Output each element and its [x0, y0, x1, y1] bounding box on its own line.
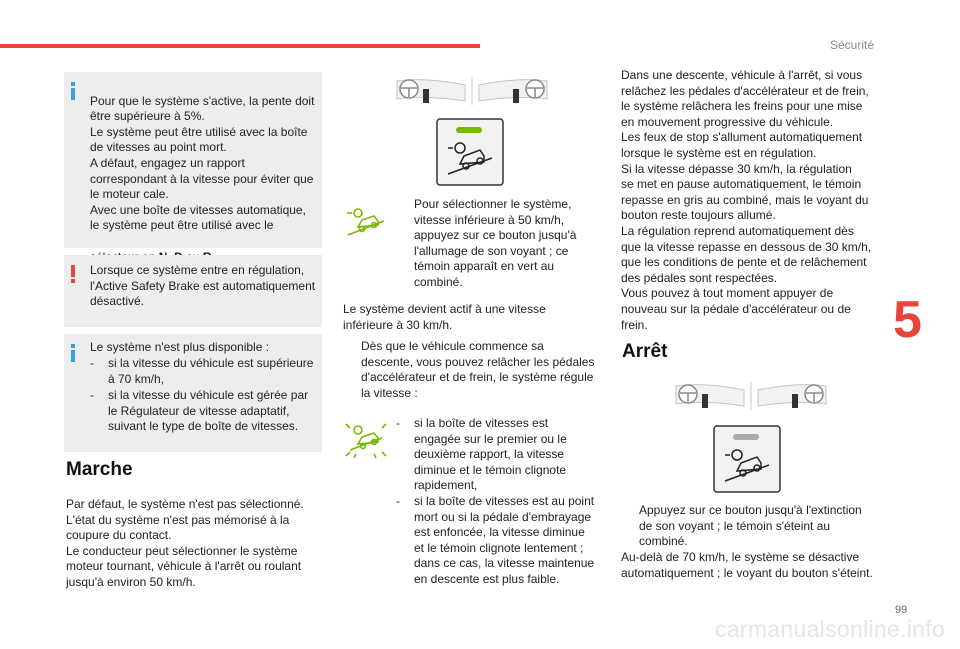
warning-text: Lorsque ce système entre en régulation, l'Active Safety Brake est automatiquement désactivé.: [90, 263, 316, 309]
step-select-system: [396, 197, 596, 293]
hill-descent-green-icon: [344, 203, 388, 239]
list-item-text: si la vitesse du véhicule est gérée par le Régulateur de vitesse adaptatif, suivant le type de boîte de vitesses.: [108, 388, 309, 434]
page-number: 99: [895, 604, 908, 616]
warning-icon: [70, 265, 76, 283]
chapter-number: 5: [893, 291, 922, 349]
watermark: carmanualsonline.info: [715, 616, 946, 642]
dash: -: [90, 388, 94, 402]
list-item: [90, 388, 320, 448]
step-text: Appuyez sur ce bouton jusqu'à l'extinction de son voyant ; le témoin s'éteint au combiné.: [639, 503, 862, 549]
info-activation-text: Pour que le système s'active, la pente doit être supérieure à 5%. Le système peut être utilisé avec la boîte de vitesses au point mort. A défaut, engagez un rapport correspondant à la vitesse pour éviter que le moteur cale. Avec une boîte de vitesses automatique, le système peut être utilisé avec le: [90, 93, 315, 233]
step-text: Pour sélectionner le système, vitesse inférieure à 50 km/h, appuyez sur ce bouton jusqu'à l'allumage de son voyant ; ce témoin apparaît en vert au combiné.: [414, 197, 577, 289]
hill-descent-button-off-icon: [713, 425, 781, 493]
info-unavailable-intro: Le système n'est plus disponible :: [90, 340, 270, 354]
warning-box: [64, 255, 322, 327]
list-item: [396, 416, 606, 496]
info-box-unavailable: [64, 334, 322, 452]
hill-descent-button-on-icon: [436, 118, 504, 186]
step-deactivate: [621, 503, 883, 551]
info-icon: [70, 344, 76, 362]
list-item-text: si la vitesse du véhicule est supérieure à 70 km/h,: [108, 356, 314, 386]
section-title: Sécurité: [829, 38, 874, 52]
system-active-text: Le système devient actif à une vitesse inférieure à 30 km/h.: [343, 302, 546, 332]
dash: -: [396, 494, 400, 508]
marche-text: Par défaut, le système n'est pas sélectionné. L'état du système n'est pas mémorisé à la coupure du contact. Le conducteur peut sélectionner le système moteur tournant, véhicule à l'arrêt ou roulant jusqu'à environ 50 km/h.: [66, 497, 304, 589]
step-descent: [343, 339, 603, 403]
info-icon: [70, 82, 76, 100]
dash: -: [90, 356, 94, 370]
header-accent-bar: [0, 44, 480, 48]
info-box-activation: [64, 72, 322, 248]
list-item-text: si la boîte de vitesses est au point mort ou si la pédale d'embrayage est enfoncée, la vitesse diminue et le témoin clignote lentement ; dans ce cas, la vitesse maintenue en descente est plus faible.: [414, 494, 595, 586]
console-buttons-illustration: [674, 380, 834, 412]
hill-descent-flashing-icon: [344, 420, 388, 460]
heading-marche: Marche: [66, 459, 133, 480]
list-item-text: si la boîte de vitesses est engagée sur le premier ou le deuxième rapport, la vitesse diminue et le témoin clignote rapidement,: [414, 416, 567, 493]
auto-deactivation-text: Au-delà de 70 km/h, le système se désactive automatiquement ; le voyant du bouton s'éteint.: [621, 550, 873, 580]
step-text: Dès que le véhicule commence sa descente, vous pouvez relâcher les pédales d'accélérateur et de frein, le système régule la vitesse :: [361, 339, 595, 400]
list-item: [396, 494, 606, 590]
heading-arret: Arrêt: [622, 341, 668, 362]
console-buttons-illustration: [395, 75, 555, 107]
dash: -: [396, 416, 400, 430]
descent-stop-text: Dans une descente, véhicule à l'arrêt, si vous relâchez les pédales d'accélérateur et de frein, le système relâchera les freins pour une mise en mouvement progressive du véhicule. Les feux de stop s'allument automatiquement lorsque le système est en régulation. Si la vitesse dépasse 30 km/h, la régulation se met en pause automatiquement, le témoin repasse en gris au combiné, mais le voyant du bouton reste toujours allumé. La régulation reprend automatiquement dès que la vitesse repasse en dessous de 30 km/h, que les conditions de pente et de relâchement des pédales sont respectées. Vous pouvez à tout moment appuyer de nouveau sur la pédale d'accélérateur ou de frein.: [621, 68, 872, 332]
